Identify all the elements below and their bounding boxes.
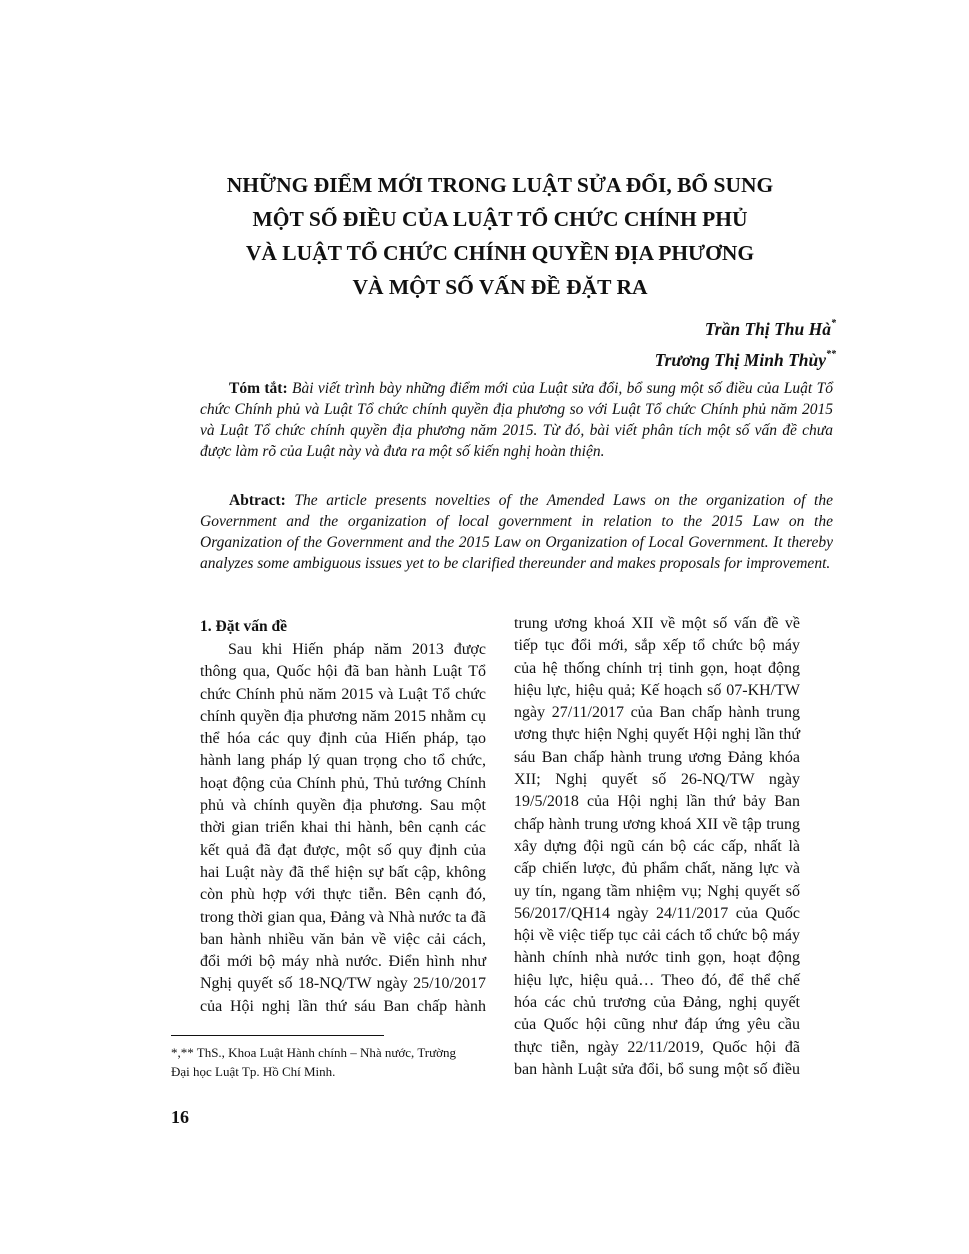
text-line: tiếp tục đổi mới, sắp xếp tổ chức bộ máy [514,637,800,655]
abstract-vi-label: Tóm tắt: [229,380,288,397]
text-line: thời gian triển khai thi hành, bên cạnh các [200,819,486,837]
text-line: chính quyền địa phương năm 2015 nhằm cụ [200,707,486,725]
text-line: trung ương khoá XII về một số vấn đề về [514,615,800,632]
abstract-vietnamese [200,378,833,462]
text-line: thực tiễn, ngày 22/11/2019, Quốc hội đã [514,1038,800,1056]
text-line: còn phù hợp với thực tiễn. Bên cạnh đó, [200,886,486,904]
text-line: hiệu lực, hiệu quả… Theo đó, để thể chế [514,971,800,989]
footnote-divider [171,1035,384,1036]
page-number: 16 [171,1107,189,1127]
text-line: ban hành Luật sửa đổi, bổ sung một số điều [514,1060,800,1078]
author-1-mark: * [831,318,836,329]
text-line: phủ và chính quyền địa phương. Sau một [200,797,486,815]
text-line: hiệu lực, hiệu quả; Kế hoạch số 07-KH/TW [514,681,800,699]
title-line: VÀ MỘT SỐ VẤN ĐỀ ĐẶT RA [352,275,648,299]
text-line: uy tín, ngang tầm nhiệm vụ; Nghị quyết số [514,882,800,900]
text-line: cấp chiến lược, đủ phẩm chất, năng lực và [514,860,800,878]
body-paragraph-right [514,613,800,1081]
abstract-english [200,490,833,574]
body-column-left [200,615,486,1018]
abstract-en-text: The article presents novelties of the Amended Laws on the organization of the Government and the organization of local government in relation to the 2015 Law on the Organization of the Government and the 2015 Law on Organization of Local Government. It thereby analyzes some ambiguous issues yet to be clarified thereunder and makes proposals for improvement. [200,492,833,572]
body-column-right [514,613,800,1081]
article-title [130,168,870,304]
text-line: Nghị quyết số 18-NQ/TW ngày 25/10/2017 [200,975,486,993]
body-paragraph-left [200,639,486,1018]
text-line: của Hội nghị lần thứ sáu Ban chấp hành [200,997,486,1015]
text-line: hoạt động của Chính phủ, Thủ tướng Chính [200,774,486,792]
text-line: chấp hành trung ương khoá XII về tập trung [514,815,800,833]
author-2-mark: ** [826,348,836,360]
author-list [655,312,836,374]
section-heading: 1. Đặt vấn đề [200,618,287,635]
author-1: Trần Thị Thu Hà* [704,318,836,339]
footnote-line: Đại học Luật Tp. Hồ Chí Minh. [171,1064,336,1079]
abstract-en-label: Abtract: [229,492,286,509]
text-line: 19/5/2018 của Hội nghị lần thứ bảy Ban [514,793,800,811]
text-line: 56/2017/QH14 ngày 24/11/2017 của Quốc [514,904,800,922]
title-line: VÀ LUẬT TỔ CHỨC CHÍNH QUYỀN ĐỊA PHƯƠNG [245,241,755,265]
title-line: NHỮNG ĐIỂM MỚI TRONG LUẬT SỬA ĐỔI, BỔ SUNG [226,173,774,197]
text-line: hội về việc tiếp tục cải cách tổ chức bộ máy [514,927,800,945]
author-2: Trương Thị Minh Thùy** [654,348,836,370]
text-line: hành chính nhà nước tinh gọn, hoạt động [514,949,800,967]
text-line: thể hóa các quy định của Hiến pháp, tạo [200,730,486,748]
text-line: Sau khi Hiến pháp năm 2013 được [228,641,486,658]
text-line: xây dựng đội ngũ cán bộ các cấp, nhất là [514,837,800,855]
text-line: XII; Nghị quyết số 26-NQ/TW ngày [514,771,800,789]
title-line: MỘT SỐ ĐIỀU CỦA LUẬT TỔ CHỨC CHÍNH PHỦ [252,207,748,231]
text-line: hành lang pháp lý quan trọng cho tổ chức, [200,752,486,770]
text-line: ban hành nhiều văn bản về việc cải cách, [200,930,486,948]
text-line: hóa các chủ trương của Đảng, nghị quyết [514,994,800,1012]
text-line: của hệ thống chính trị tinh gọn, hoạt động [514,659,800,677]
text-line: hai Luật này đã thể hiện sự bất cập, không [200,863,486,881]
abstract-vi-text: Bài viết trình bày những điểm mới của Luật sửa đổi, bổ sung một số điều của Luật Tổ chức Chính phủ và Luật Tổ chức chính quyền địa phương so với Luật Tổ chức Chính phủ năm 2015 và Luật Tổ chức chính quyền địa phương năm 2015. Từ đó, bài viết phân tích một số vấn đề chưa được làm rõ của Luật này và đưa ra một số kiến nghị hoàn thiện. [200,380,833,460]
text-line: của Quốc hội cũng như đáp ứng yêu cầu [514,1016,800,1034]
text-line: ương thực hiện Nghị quyết Hội nghị lần thứ [514,726,800,744]
text-line: ngày 27/11/2017 của Ban chấp hành trung [514,704,800,722]
text-line: chức Chính phủ năm 2015 và Luật Tổ chức [200,685,486,703]
footnote-line: *,** ThS., Khoa Luật Hành chính – Nhà nước, Trường [171,1045,457,1060]
text-line: thông qua, Quốc hội đã ban hành Luật Tổ [200,663,486,681]
text-line: trong thời gian qua, Đảng và Nhà nước ta đã [200,908,486,926]
footnote [171,1043,489,1081]
text-line: sáu Ban chấp hành trung ương Đảng khóa [514,748,800,766]
text-line: kết quả đã đạt được, một số quy định của [200,841,486,859]
text-line: đổi mới bộ máy nhà nước. Điển hình như [200,953,486,971]
